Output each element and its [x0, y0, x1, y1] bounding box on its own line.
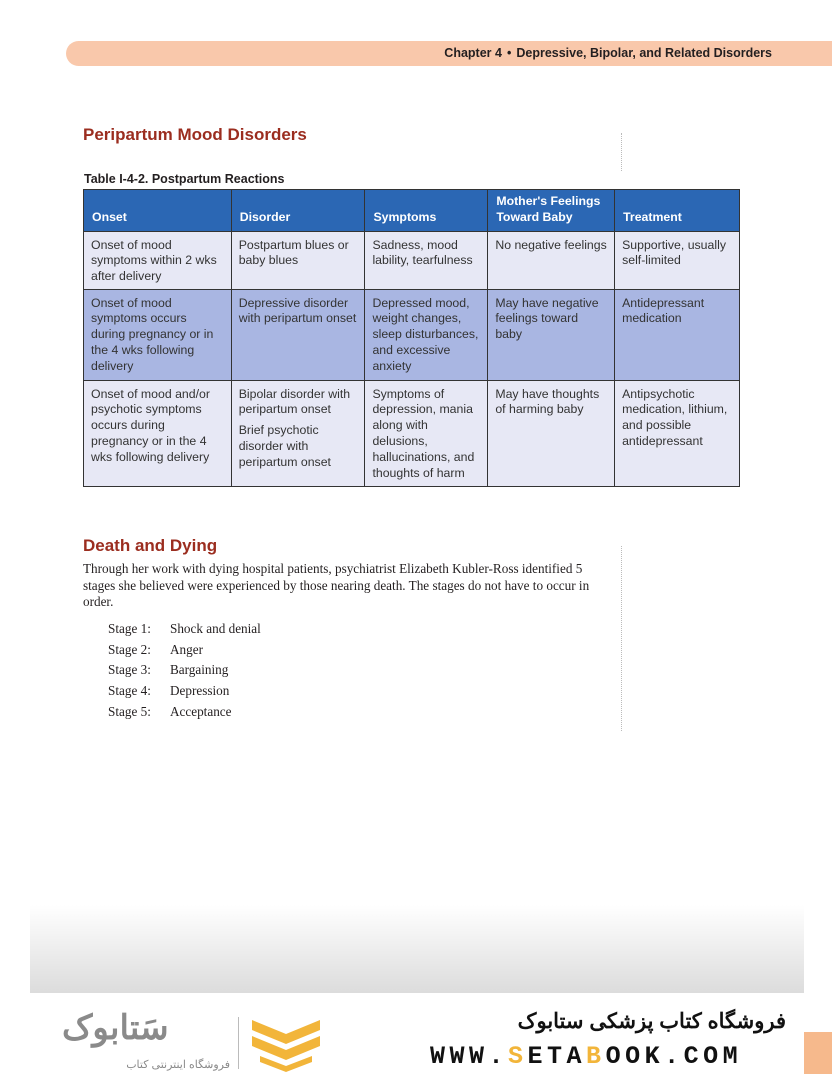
- page-bottom-shadow: [30, 905, 804, 993]
- cell-onset: Onset of mood symptoms within 2 wks after delivery: [84, 231, 232, 289]
- margin-rule: [621, 133, 622, 171]
- cell-disorder: Postpartum blues or baby blues: [231, 231, 365, 289]
- column-header-treatment: Treatment: [615, 190, 740, 232]
- section-title-death-dying: Death and Dying: [83, 536, 218, 555]
- corner-tab: [804, 1032, 832, 1074]
- url-part: WWW.: [430, 1042, 509, 1071]
- cell-treatment: Supportive, usually self-limited: [615, 231, 740, 289]
- cell-symptoms: Symptoms of depression, mania along with delusions, hallucinations, and thoughts of harm: [365, 380, 488, 486]
- cell-feelings: May have negative feelings toward baby: [488, 289, 615, 380]
- store-url[interactable]: [430, 1042, 742, 1071]
- column-header-disorder: Disorder: [231, 190, 365, 232]
- cell-treatment: Antidepressant medication: [615, 289, 740, 380]
- stage-label: Stage 2:: [108, 641, 151, 657]
- table-row: [84, 380, 740, 486]
- margin-rule: [621, 546, 622, 731]
- store-name: فروشگاه کتاب پزشکی ستابوک: [517, 1010, 786, 1033]
- chapter-title: Depressive, Bipolar, and Related Disorders: [516, 46, 772, 60]
- book-logo-icon: [248, 1016, 324, 1072]
- stage-name: Shock and denial: [170, 621, 261, 636]
- url-part: ETA: [527, 1042, 587, 1071]
- stage-name: Anger: [170, 641, 203, 657]
- url-accent: S: [508, 1042, 528, 1071]
- stage-name: Depression: [170, 683, 230, 699]
- cell-symptoms: Depressed mood, weight changes, sleep disturbances, and excessive anxiety: [365, 289, 488, 380]
- list-item: [108, 662, 261, 683]
- stage-name: Acceptance: [170, 703, 232, 719]
- running-header-text: [444, 46, 772, 60]
- table-header-row: [84, 190, 740, 232]
- column-header-symptoms: Symptoms: [365, 190, 488, 232]
- logo-subtitle: فروشگاه اینترنتی کتاب: [126, 1059, 230, 1071]
- stage-label: Stage 1:: [108, 621, 151, 636]
- table-row: [84, 289, 740, 380]
- stage-label: Stage 5:: [108, 703, 151, 719]
- table-row: [84, 231, 740, 289]
- cell-symptoms: Sadness, mood lability, tearfulness: [365, 231, 488, 289]
- list-item: [108, 683, 261, 704]
- running-header: [66, 41, 832, 66]
- column-header-feelings: Mother's Feelings Toward Baby: [488, 190, 615, 232]
- url-accent: B: [586, 1042, 606, 1071]
- table-caption: Table I-4-2. Postpartum Reactions: [84, 172, 285, 186]
- cell-disorder-secondary: Brief psychotic disorder with peripartum onset: [238, 423, 331, 469]
- cell-treatment: Antipsychotic medication, lithium, and possible antidepressant: [615, 380, 740, 486]
- cell-feelings: May have thoughts of harming baby: [488, 380, 615, 486]
- list-item: [108, 621, 261, 642]
- postpartum-reactions-table: [83, 189, 740, 487]
- column-header-onset: Onset: [84, 190, 232, 232]
- stages-list: [108, 621, 261, 724]
- cell-disorder: [231, 380, 365, 486]
- cell-disorder: Depressive disorder with peripartum onset: [231, 289, 365, 380]
- stage-label: Stage 3:: [108, 662, 151, 678]
- setabook-logo: سَتابوک: [62, 1009, 169, 1047]
- cell-disorder-primary: Bipolar disorder with peripartum onset: [238, 386, 351, 417]
- cell-onset: Onset of mood and/or psychotic symptoms occurs during pregnancy or in the 4 wks following delivery: [84, 380, 232, 486]
- cell-onset: Onset of mood symptoms occurs during pregnancy or in the 4 wks following delivery: [84, 289, 232, 380]
- stage-name: Bargaining: [170, 662, 229, 678]
- chapter-label: Chapter 4: [444, 46, 502, 60]
- header-separator: •: [506, 46, 512, 60]
- logo-divider: [238, 1017, 239, 1069]
- cell-feelings: No negative feelings: [488, 231, 615, 289]
- section-title-peripartum: Peripartum Mood Disorders: [83, 125, 307, 144]
- list-item: [108, 642, 261, 663]
- body-paragraph: Through her work with dying hospital patients, psychiatrist Elizabeth Kubler-Ross identified 5 stages she believed were experienced by those nearing death. The stages do not have to occur in order.: [83, 561, 590, 609]
- url-part: OOK.COM: [605, 1042, 743, 1071]
- list-item: [108, 704, 261, 725]
- stage-label: Stage 4:: [108, 683, 151, 699]
